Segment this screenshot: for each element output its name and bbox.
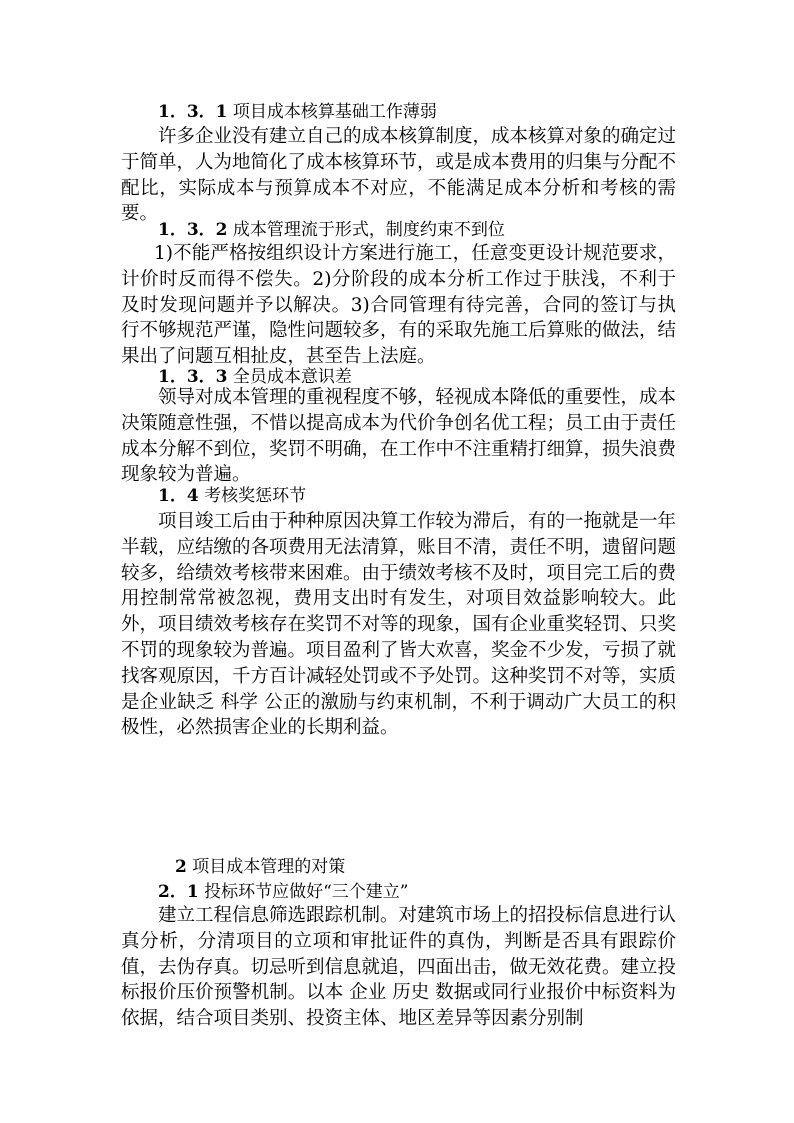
paragraph-1-3-2: 1)不能严格按组织设计方案进行施工，任意变更设计规范要求，计价时反而得不偿失。2)分阶段的成本分析工作过于肤浅，不利于及时发现问题并予以解决。3)合同管理有待完善，合同的签订与执行不够规范严谨，隐性问题较多，有的采取先施工后算账的做法，结果出了问题互相扯皮，甚至告上法庭。 xyxy=(121,243,677,368)
heading-title: 考核奖惩环节 xyxy=(204,486,307,506)
paragraph-1-3-3: 领导对成本管理的重视程度不够，轻视成本降低的重要性，成本决策随意性强，不惜以提高成本为代价争创名优工程；员工由于责任成本分解不到位，奖罚不明确，在工作中不注重精打细算，损失浪费现象较为普遍。 xyxy=(121,387,677,486)
heading-2-1 xyxy=(158,880,408,904)
heading-number: 1．3．1 xyxy=(158,102,228,122)
paragraph-1-3-1: 许多企业没有建立自己的成本核算制度，成本核算对象的确定过于简单，人为地简化了成本核算环节，或是成本费用的归集与分配不配比，实际成本与预算成本不对应，不能满足成本分析和考核的需要。 xyxy=(121,126,677,225)
heading-number: 1．3．3 xyxy=(158,367,228,387)
heading-title: 项目成本核算基础工作薄弱 xyxy=(232,102,437,122)
heading-title: 全员成本意识差 xyxy=(232,367,352,387)
heading-number: 1．4 xyxy=(158,486,199,506)
heading-title: 投标环节应做好“三个建立” xyxy=(204,882,409,902)
heading-title: 项目成本管理的对策 xyxy=(192,857,346,877)
heading-number: 2 xyxy=(175,857,187,877)
heading-number: 2．1 xyxy=(158,882,199,902)
heading-1-3-1 xyxy=(158,100,437,124)
heading-title: 成本管理流于形式，制度约束不到位 xyxy=(232,220,505,240)
paragraph-1-4: 项目竣工后由于种种原因决算工作较为滞后，有的一拖就是一年半载，应结缴的各项费用无法清算，账目不清，责任不明，遗留问题较多，给绩效考核带来困难。由于绩效考核不及时，项目完工后的费用控制常常被忽视，费用支出时有发生，对项目效益影响较大。此外，项目绩效考核存在奖罚不对等的现象，国有企业重奖轻罚、只奖不罚的现象较为普遍。项目盈利了皆大欢喜，奖金不少发，亏损了就找客观原因，千方百计减轻处罚或不予处罚。这种奖罚不对等，实质是企业缺乏 科学 公正的激励与约束机制，不利于调动广大员工的积极性，必然损害企业的长期利益。 xyxy=(121,511,677,739)
heading-2 xyxy=(175,855,345,879)
paragraph-2-1: 建立工程信息筛选跟踪机制。对建筑市场上的招投标信息进行认真分析，分清项目的立项和审批证件的真伪，判断是否具有跟踪价值，去伪存真。切忌听到信息就追，四面出击，做无效花费。建立投标报价压价预警机制。以本 企业 历史 数据或同行业报价中标资料为依据，结合项目类别、投资主体、地区差异等因素分别制 xyxy=(121,905,677,1030)
heading-number: 1．3．2 xyxy=(158,220,228,240)
heading-1-3-2 xyxy=(158,218,505,242)
heading-1-4 xyxy=(158,484,306,508)
